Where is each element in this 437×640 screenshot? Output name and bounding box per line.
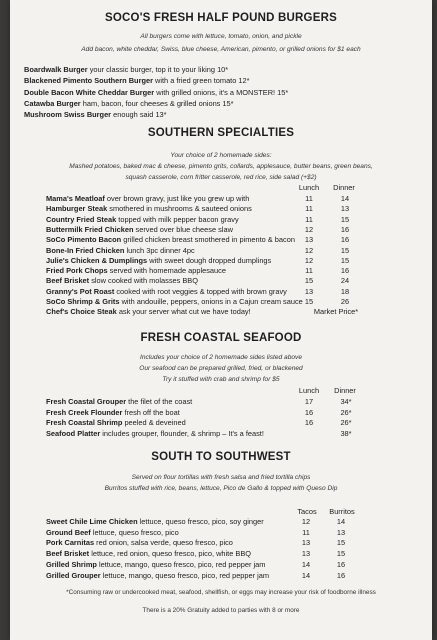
menu-item-desc: over brown gravy, just like you grew up with: [104, 194, 250, 203]
price-col-2: 15: [336, 538, 346, 548]
menu-item-desc: cooked with root veggies & topped with brown gravy: [114, 286, 287, 296]
price-col-2: 16: [336, 570, 346, 580]
price-col-2: 26: [340, 297, 350, 306]
seafood-col-dinner: Dinner: [334, 386, 356, 395]
price-col-2: 34*: [340, 397, 352, 406]
menu-item-name: Bone-In Fried Chicken: [46, 245, 125, 255]
menu-item-name: Buttermilk Fried Chicken: [46, 224, 134, 234]
menu-item: [24, 65, 228, 74]
menu-item-desc: served with homemade applesauce: [107, 266, 226, 276]
price-col-2: 13: [336, 527, 346, 537]
menu-item: [46, 517, 264, 526]
menu-item: [46, 194, 249, 203]
menu-item-desc: with a fried green tomato 12*: [152, 76, 250, 86]
menu-item: [46, 549, 251, 558]
price-col-2: 15: [340, 245, 350, 255]
menu-item-name: Ground Beef: [46, 527, 91, 537]
price-col-2: 24: [340, 276, 350, 286]
menu-item: [24, 88, 288, 97]
gratuity-note: There is a 20% Gratuity added to parties with 8 or more: [142, 607, 300, 614]
burgers-title: SOCO'S FRESH HALF POUND BURGERS: [105, 12, 337, 24]
price-col-2: 16: [340, 266, 350, 276]
seafood-col-lunch: Lunch: [298, 386, 320, 395]
foodborne-warning: *Consuming raw or undercooked meat, seafood, shellfish, or eggs may increase your risk of foodborne illness: [66, 589, 376, 596]
menu-item-desc: fresh off the boat: [122, 407, 180, 417]
menu-item-name: SoCo Shrimp & Grits: [46, 297, 120, 306]
price-col-1: 17: [304, 397, 314, 406]
menu-item: [46, 287, 287, 296]
menu-item: [24, 110, 167, 119]
price-col-1: 11: [305, 266, 313, 276]
menu-item-desc: enough said 13*: [111, 110, 167, 120]
southern-title: SOUTHERN SPECIALTIES: [147, 127, 295, 139]
menu-item-name: Fresh Coastal Grouper: [46, 397, 127, 406]
menu-item: [46, 538, 233, 547]
southwest-note-2: Burritos stuffed with rice, beans, lettuce, Pico de Gallo & topped with Queso Dip: [104, 485, 338, 492]
menu-item-name: Hamburger Steak: [46, 204, 108, 214]
menu-item-name: Grilled Grouper: [46, 570, 101, 580]
menu-item: [46, 246, 195, 255]
menu-item: [46, 528, 179, 537]
price-col-1: 12: [304, 224, 314, 234]
menu-item-desc: served over blue cheese slaw: [133, 224, 233, 234]
menu-item-name: Beef Brisket: [46, 276, 90, 286]
price-col-2: 26*: [340, 407, 352, 417]
menu-item-name: Fresh Creek Flounder: [46, 407, 123, 417]
price-col-1: 13: [304, 235, 314, 245]
price-col-1: 14: [301, 570, 311, 580]
menu-item-desc: with andouille, peppers, onions in a Cajun cream sauce: [119, 297, 303, 306]
menu-item-name: Mushroom Swiss Burger: [24, 110, 112, 120]
price-col-2: 14: [336, 517, 346, 526]
menu-item-name: Sweet Chile Lime Chicken: [46, 517, 138, 526]
menu-item-name: Chef's Choice Steak: [46, 307, 117, 317]
menu-page: [10, 0, 432, 640]
menu-item: [46, 571, 269, 580]
seafood-note-2: Our seafood can be prepared grilled, fried, or blackened: [139, 365, 303, 372]
southwest-col-tacos: Tacos: [297, 507, 317, 516]
menu-item-desc: the filet of the coast: [126, 397, 193, 406]
menu-item-desc: lettuce, mango, queso fresco, pico, red pepper jam: [96, 559, 266, 569]
price-col-2: 18: [340, 286, 350, 296]
menu-item-desc: lettuce, mango, queso fresco, pico, red pepper jam: [100, 570, 270, 580]
menu-item: [46, 418, 186, 427]
menu-item-desc: smothered in mushrooms & sauteed onions: [107, 204, 252, 214]
price-col-1: 11: [302, 527, 310, 537]
menu-item: [46, 225, 233, 234]
price-col-2: 16: [340, 235, 350, 245]
menu-item: [24, 76, 250, 85]
menu-item-desc: red onion, salsa verde, queso fresco, pico: [94, 538, 233, 548]
menu-item-desc: topped with milk pepper bacon gravy: [116, 214, 239, 224]
menu-item: [46, 266, 226, 275]
menu-item-desc: lettuce, queso fresco, pico, soy ginger: [137, 517, 264, 526]
southwest-title: SOUTH TO SOUTHWEST: [151, 451, 291, 463]
menu-item-desc: ask your server what cut we have today!: [116, 307, 251, 317]
menu-item-name: Fresh Coastal Shrimp: [46, 418, 123, 428]
menu-item-desc: peeled & deveined: [122, 418, 186, 428]
southern-note-2: Mashed potatoes, baked mac & cheese, pimento grits, collards, applesauce, butter beans, green beans,: [69, 163, 373, 170]
menu-item-name: Double Bacon White Cheddar Burger: [24, 87, 155, 97]
menu-item-desc: slow cooked with molasses BBQ: [89, 276, 198, 286]
price-col-1: 16: [304, 407, 314, 417]
menu-item-name: Beef Brisket: [46, 549, 90, 559]
menu-item-desc: with sweet dough dropped dumplings: [147, 255, 272, 265]
menu-item: [46, 215, 239, 224]
price-col-2: 16: [336, 559, 346, 569]
menu-item: [24, 99, 234, 108]
menu-item: [46, 429, 264, 438]
menu-item: [46, 297, 303, 306]
menu-item-desc: includes grouper, flounder, & shrimp – It's a feast!: [100, 428, 264, 438]
menu-item: [46, 235, 295, 244]
menu-item: [46, 560, 265, 569]
price-col-1: 16: [304, 418, 314, 428]
menu-item-name: Julie's Chicken & Dumplings: [46, 255, 148, 265]
southern-note-1: Your choice of 2 homemade sides:: [170, 152, 272, 159]
price-col-1: 15: [304, 276, 314, 286]
menu-item: [46, 276, 198, 285]
menu-item-desc: grilled chicken breast smothered in pimento & bacon: [121, 235, 295, 245]
menu-item: [46, 397, 192, 406]
price-col-1: 11: [305, 194, 313, 203]
menu-item-name: Fried Pork Chops: [46, 266, 108, 276]
price-col-2: 26*: [340, 418, 352, 428]
price-col-2: 15: [336, 549, 346, 559]
menu-item-name: SoCo Pimento Bacon: [46, 235, 122, 245]
southern-note-3: squash casserole, corn fritter casserole, red rice, side salad (+$2): [125, 174, 317, 181]
menu-item-name: Granny's Pot Roast: [46, 286, 115, 296]
menu-item-desc: your classic burger, top it to your liking 10*: [87, 65, 229, 74]
price-col-1: 12: [304, 245, 314, 255]
price-col-2: 15: [340, 255, 350, 265]
price-col-2: 13: [340, 204, 350, 214]
menu-item-name: Pork Carnitas: [46, 538, 95, 548]
price-col-2: 15: [340, 214, 350, 224]
price-col-2: 16: [340, 224, 350, 234]
burgers-note-1: All burgers come with lettuce, tomato, onion, and pickle: [140, 33, 302, 40]
menu-item-desc: with grilled onions, it's a MONSTER! 15*: [154, 87, 289, 97]
menu-item-name: Mama's Meatloaf: [46, 194, 105, 203]
price-col-1: 12: [301, 517, 311, 526]
menu-item-desc: lunch 3pc dinner 4pc: [124, 245, 195, 255]
price-col-1: 15: [304, 297, 314, 306]
southwest-col-burritos: Burritos: [329, 507, 355, 516]
menu-item: [46, 204, 252, 213]
seafood-note-3: Try it stuffed with crab and shrimp for $5: [162, 376, 280, 383]
menu-item-name: Blackened Pimento Southern Burger: [24, 76, 153, 86]
burgers-note-2: Add bacon, white cheddar, Swiss, blue cheese, American, pimento, or grilled onions for $1 each: [81, 46, 361, 53]
price-col-1: 12: [304, 255, 314, 265]
menu-item-name: Seafood Platter: [46, 428, 101, 438]
southwest-note-1: Served on flour tortillas with fresh salsa and fried tortilla chips: [131, 474, 311, 481]
southern-col-lunch: Lunch: [298, 183, 320, 192]
menu-item-desc: lettuce, queso fresco, pico: [90, 527, 179, 537]
price-col-1: 13: [301, 538, 311, 548]
menu-item-desc: ham, bacon, four cheeses & grilled onions 15*: [80, 98, 234, 108]
menu-item: [46, 256, 271, 265]
menu-item: [46, 408, 180, 417]
price-col-1: 14: [301, 559, 311, 569]
menu-item-name: Boardwalk Burger: [24, 65, 88, 74]
menu-item-desc: lettuce, red onion, queso fresco, pico, white BBQ: [89, 549, 252, 559]
menu-item-name: Catawba Burger: [24, 98, 81, 108]
menu-item-name: Country Fried Steak: [46, 214, 117, 224]
seafood-title: FRESH COASTAL SEAFOOD: [140, 332, 302, 344]
menu-item: [46, 307, 251, 316]
price-col-1: 13: [301, 549, 311, 559]
price-col-1: 11: [305, 204, 313, 214]
seafood-note-1: Includes your choice of 2 homemade sides listed above: [139, 354, 302, 361]
southern-col-dinner: Dinner: [333, 183, 355, 192]
price-col-1: 11: [305, 214, 313, 224]
price-col-1: 13: [304, 286, 314, 296]
price-col-2: Market Price*: [313, 307, 359, 317]
menu-item-name: Grilled Shrimp: [46, 559, 97, 569]
price-col-2: 38*: [340, 428, 352, 438]
price-col-2: 14: [340, 194, 350, 203]
